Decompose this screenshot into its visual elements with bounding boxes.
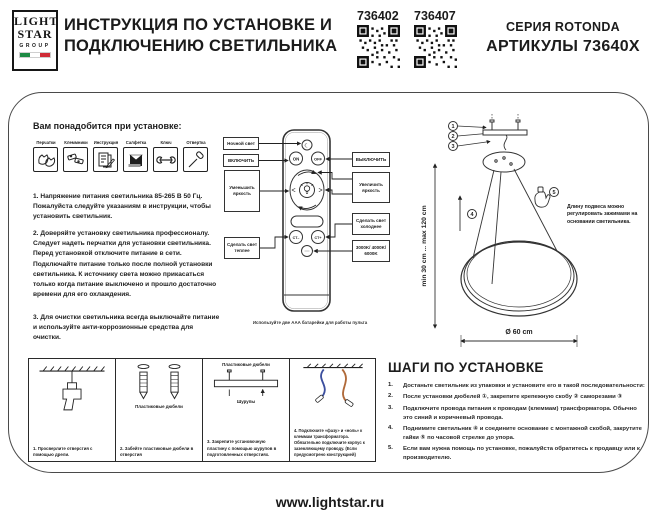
label-turn-off: ВЫКЛЮЧИТЬ <box>352 152 390 167</box>
tool-wrench: Ключ <box>153 140 179 172</box>
needs-heading: Вам понадобится при установке: <box>33 121 182 131</box>
series-block <box>475 20 651 56</box>
step-row: 3. Подключите провода питания к проводам (клеммам) трансформатора. Обычно это синий и коричневый провода. <box>388 404 637 421</box>
tool-gloves: Перчатки <box>33 140 59 172</box>
callout-3: 3 <box>451 144 455 150</box>
label-kelvin: 3000K/ 4000K/ 6000K <box>352 240 390 262</box>
off-button-label: OFF <box>314 156 322 162</box>
step-row: 2. После установки дюбелей ①, закрепите крепежную скобу ② саморезами ③ <box>388 393 623 401</box>
dial-right-arrow: > <box>318 187 323 195</box>
qr-right-label: 736407 <box>414 9 456 23</box>
label-warmer: Сделать свет теплее <box>224 237 260 259</box>
mounting-plate-icon <box>207 367 285 399</box>
ring-luminaire <box>461 241 577 316</box>
tool-screwdriver: Отвертка <box>183 140 209 172</box>
dowels-label: Пластиковые дюбели <box>135 404 183 409</box>
on-button-label: ON <box>292 156 300 162</box>
mounting-bracket <box>483 130 527 135</box>
articles: АРТИКУЛЫ 73640X <box>486 38 640 55</box>
hand-icon <box>535 187 550 207</box>
power-wire <box>504 135 507 150</box>
screwdriver-icon <box>186 150 206 170</box>
label-cooler: Сделать свет холоднее <box>352 213 390 235</box>
lamp-diagram <box>413 98 653 356</box>
lightstar-logo <box>12 10 58 71</box>
dowels-icon <box>120 362 198 404</box>
suspension-adjust-note: Длину подвеса можно регулировать зажимами на основании светильника. <box>567 204 638 225</box>
label-dim: Уменьшить яркость <box>224 170 260 212</box>
panel-2-caption: 2. Забейте пластиковые дюбели в отверстия <box>120 445 194 457</box>
steps-heading: ШАГИ ПО УСТАНОВКЕ <box>388 360 544 375</box>
panel-4-caption: 4. Подключите «фазу» и «ноль» к клеммам трансформатора. Обязательно подключите корпус к заземляющему проводу. (Если предусмотрено конструкцией) <box>294 428 365 458</box>
manual-icon <box>96 150 116 170</box>
drill-icon <box>33 362 111 418</box>
logo-word-light: LIGHT <box>14 14 59 28</box>
qr-code-left-icon <box>357 25 400 68</box>
remote-caption: Используйте две AAA батарейки для работы пульта <box>252 320 368 325</box>
italian-flag-icon <box>19 52 51 58</box>
tool-terminals: Клеммники <box>63 140 89 172</box>
ct-plus-label: CT+ <box>314 236 322 240</box>
label-turn-on: ВКЛЮЧИТЬ <box>223 154 259 167</box>
panel-dowels <box>116 359 203 461</box>
label-night-light: Ночной свет <box>223 137 259 150</box>
tools-row <box>33 140 213 172</box>
diameter-label: Ø 60 cm <box>505 329 533 336</box>
terminals-icon <box>66 150 86 170</box>
step-row: 5. Если вам нужна помощь по установке, пожалуйста обратитесь к продавцу или к производителю. <box>388 445 640 462</box>
callout-2: 2 <box>451 134 455 140</box>
wires-icon <box>294 362 372 412</box>
tool-manual: Инструкция <box>93 140 119 172</box>
note-2: 2. Доверяйте установку светильника профессионалу. Следует надеть перчатки для установки светильника. Перед установкой отключите питание в сети. Подключайте питание только после полной установки светильника. К источнику света можно прикасаться только когда питание выключено и прошло достаточно времени для его охлаждения. <box>33 230 217 299</box>
step-row: 1. Достаньте светильник из упаковки и установите его в такой последовательности: <box>388 382 645 389</box>
logo-word-star: STAR <box>17 26 53 41</box>
install-panels <box>28 358 376 462</box>
tool-napkin: Салфетка <box>123 140 149 172</box>
qr-code-right-icon <box>414 25 457 68</box>
qr-left-label: 736402 <box>357 9 399 23</box>
ct-minus-label: CT– <box>292 236 300 240</box>
footer-url: www.lightstar.ru <box>275 494 385 510</box>
logo-word-group: GROUP <box>19 42 51 49</box>
canopy <box>483 152 525 172</box>
callout-1: 1 <box>451 124 455 130</box>
step-row: 4. Поднимите светильник ④ и соедините основание с монтажной скобой, закрутите гайки ⑤ по часовой стрелке до упора. <box>388 424 642 441</box>
panel-3-caption: 3. Закрепите установочную пластину с помощью шурупов в подготовленных отверстиях. <box>207 439 277 457</box>
wide-button <box>291 216 323 227</box>
wrench-icon <box>156 150 176 170</box>
height-dimension-label: min 30 cm ... max 120 cm <box>421 205 428 287</box>
plate-dowels-label: Пластиковые дюбели <box>222 362 270 367</box>
label-brighten: Увеличить яркость <box>352 172 390 203</box>
panel-plate <box>203 359 290 461</box>
note-1: 1. Напряжение питания светильника 85-265 В 50 Гц. Пожалуйста следуйте указаниям в инструкции, чтобы установить светильник. <box>33 193 211 221</box>
remote-diagram <box>220 128 400 340</box>
panel-wires <box>290 359 376 461</box>
napkin-icon <box>126 150 146 170</box>
callout-5: 5 <box>552 190 556 196</box>
panel-drill <box>29 359 116 461</box>
series-name: СЕРИЯ ROTONDA <box>505 20 620 34</box>
panel-1-caption: 1. Просверлите отверстия с помощью дрели. <box>33 445 93 457</box>
dial-left-arrow: < <box>291 187 296 195</box>
screws-label: Шурупы <box>236 399 256 404</box>
page-title: ИНСТРУКЦИЯ ПО УСТАНОВКЕ И ПОДКЛЮЧЕНИЮ СВЕТИЛЬНИКА <box>64 16 338 55</box>
install-steps <box>388 360 646 465</box>
callout-4: 4 <box>470 212 474 218</box>
gloves-icon <box>36 150 56 170</box>
note-3: 3. Для очистки светильника всегда выключайте питание и используйте анти-коррозионные средства для очистки. <box>33 314 220 342</box>
moon-icon: ☾ <box>304 143 310 150</box>
